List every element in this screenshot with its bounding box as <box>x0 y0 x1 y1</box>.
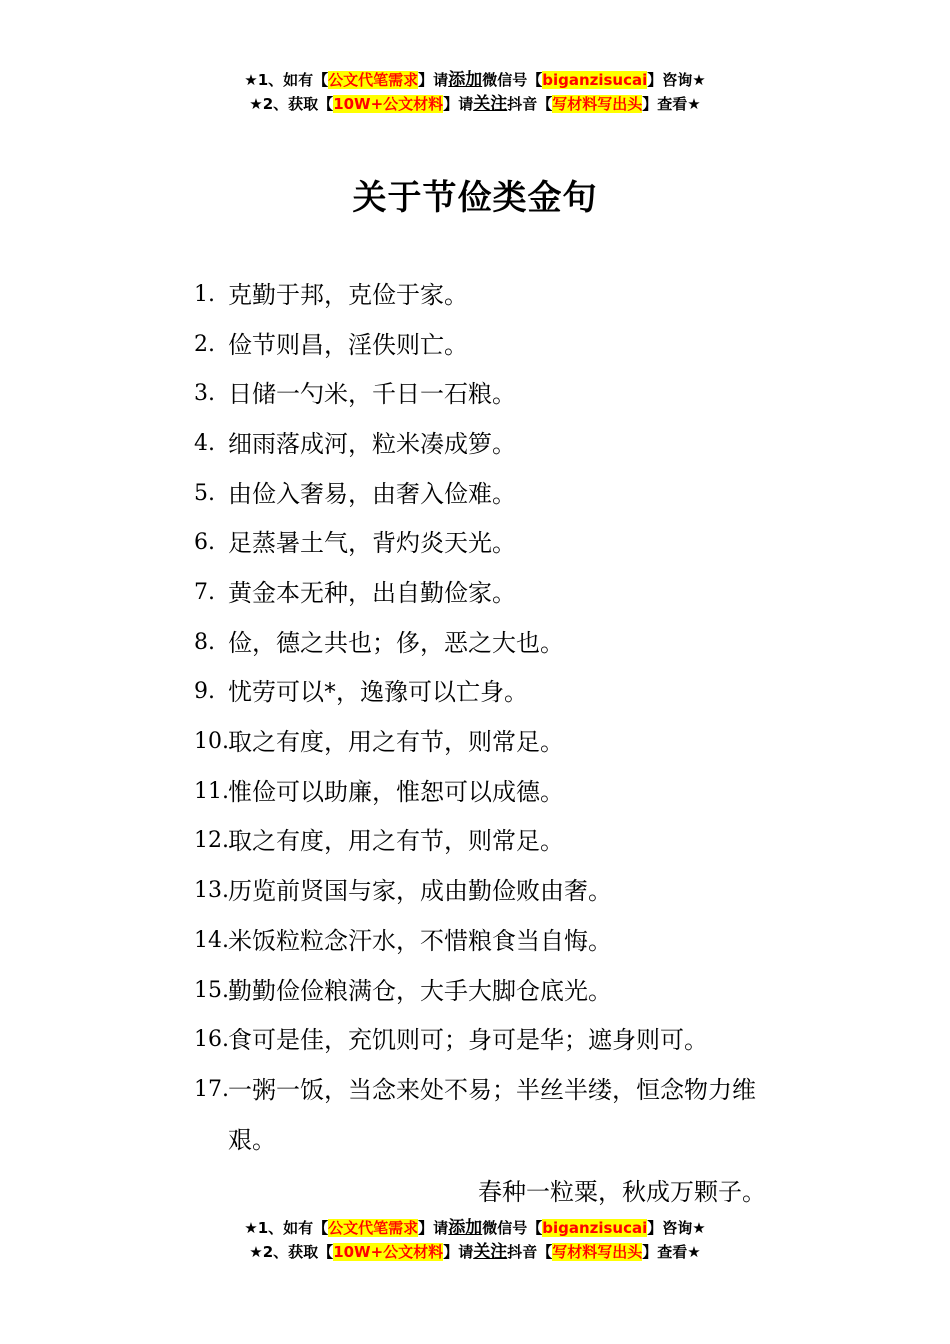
banner-douyin-id: 写材料写出头 <box>552 95 643 113</box>
banner-text: 】请 <box>418 1219 449 1237</box>
banner-line-1 <box>0 1216 950 1240</box>
banner-text: 】查看★ <box>642 1243 701 1261</box>
item-text: 一粥一饭，当念来处不易；半丝半缕，恒念物力维 <box>228 1076 756 1104</box>
banner-text: ★2、获取【 <box>249 95 334 113</box>
banner-emphasis: 关注 <box>473 1242 508 1262</box>
item-number: 12. <box>194 828 229 853</box>
closing-quote: 春种一粒粟，秋成万颗子。 <box>478 1178 766 1206</box>
banner-text: 】咨询★ <box>647 71 706 89</box>
item-text: 俭节则昌，淫佚则亡。 <box>228 331 468 359</box>
banner-emphasis: 添加 <box>448 70 483 90</box>
item-text: 黄金本无种，出自勤俭家。 <box>228 579 516 607</box>
banner-highlight: 公文代笔需求 <box>328 1219 419 1237</box>
item-text-continuation: 艰。 <box>228 1126 276 1154</box>
item-number: 8. <box>194 630 215 655</box>
item-number: 13. <box>194 878 229 903</box>
banner-text: 微信号【 <box>482 71 543 89</box>
banner-text: 】请 <box>443 95 474 113</box>
banner-highlight: 公文代笔需求 <box>328 71 419 89</box>
item-number: 17. <box>194 1077 229 1102</box>
item-number: 16. <box>194 1027 229 1052</box>
banner-highlight: 10W+公文材料 <box>333 1243 444 1261</box>
item-number: 3. <box>194 381 215 406</box>
item-text: 惟俭可以助廉，惟恕可以成德。 <box>228 778 564 806</box>
item-text: 克勤于邦，克俭于家。 <box>228 281 468 309</box>
banner-wechat-id: biganzisucai <box>542 71 648 89</box>
item-number: 6. <box>194 530 215 555</box>
item-text: 俭，德之共也；侈，恶之大也。 <box>228 629 564 657</box>
bottom-banner <box>0 1216 950 1264</box>
banner-highlight: 10W+公文材料 <box>333 95 444 113</box>
document-title: 关于节俭类金句 <box>352 178 598 218</box>
item-number: 7. <box>194 580 215 605</box>
banner-text: 】请 <box>443 1243 474 1261</box>
banner-line-2 <box>0 92 950 116</box>
banner-text: 微信号【 <box>482 1219 543 1237</box>
banner-line-1 <box>0 68 950 92</box>
item-number: 2. <box>194 332 215 357</box>
top-banner <box>0 68 950 116</box>
item-number: 9. <box>194 679 215 704</box>
item-number: 15. <box>194 978 229 1003</box>
banner-text: 】请 <box>418 71 449 89</box>
item-text: 取之有度，用之有节，则常足。 <box>228 827 564 855</box>
item-text: 勤勤俭俭粮满仓，大手大脚仓底光。 <box>228 977 612 1005</box>
item-number: 1. <box>194 282 215 307</box>
banner-text: 】咨询★ <box>647 1219 706 1237</box>
item-text: 食可是佳，充饥则可；身可是华；遮身则可。 <box>228 1026 708 1054</box>
item-text: 日储一勺米，千日一石粮。 <box>228 380 516 408</box>
banner-text: 抖音【 <box>507 1243 553 1261</box>
item-text: 历览前贤国与家，成由勤俭败由奢。 <box>228 877 612 905</box>
banner-line-2 <box>0 1240 950 1264</box>
banner-text: ★1、如有【 <box>244 1219 329 1237</box>
item-number: 11. <box>194 779 229 804</box>
item-text: 忧劳可以*，逸豫可以亡身。 <box>228 678 528 706</box>
item-text: 米饭粒粒念汗水，不惜粮食当自悔。 <box>228 927 612 955</box>
banner-wechat-id: biganzisucai <box>542 1219 648 1237</box>
banner-emphasis: 关注 <box>473 94 508 114</box>
banner-douyin-id: 写材料写出头 <box>552 1243 643 1261</box>
banner-text: ★1、如有【 <box>244 71 329 89</box>
item-number: 10. <box>194 729 229 754</box>
item-text: 足蒸暑土气，背灼炎天光。 <box>228 529 516 557</box>
item-text: 取之有度，用之有节，则常足。 <box>228 728 564 756</box>
item-text: 由俭入奢易，由奢入俭难。 <box>228 480 516 508</box>
banner-text: 抖音【 <box>507 95 553 113</box>
banner-text: 】查看★ <box>642 95 701 113</box>
banner-text: ★2、获取【 <box>249 1243 334 1261</box>
banner-emphasis: 添加 <box>448 1218 483 1238</box>
item-number: 4. <box>194 431 215 456</box>
item-number: 14. <box>194 928 229 953</box>
item-number: 5. <box>194 481 215 506</box>
item-text: 细雨落成河，粒米凑成箩。 <box>228 430 516 458</box>
